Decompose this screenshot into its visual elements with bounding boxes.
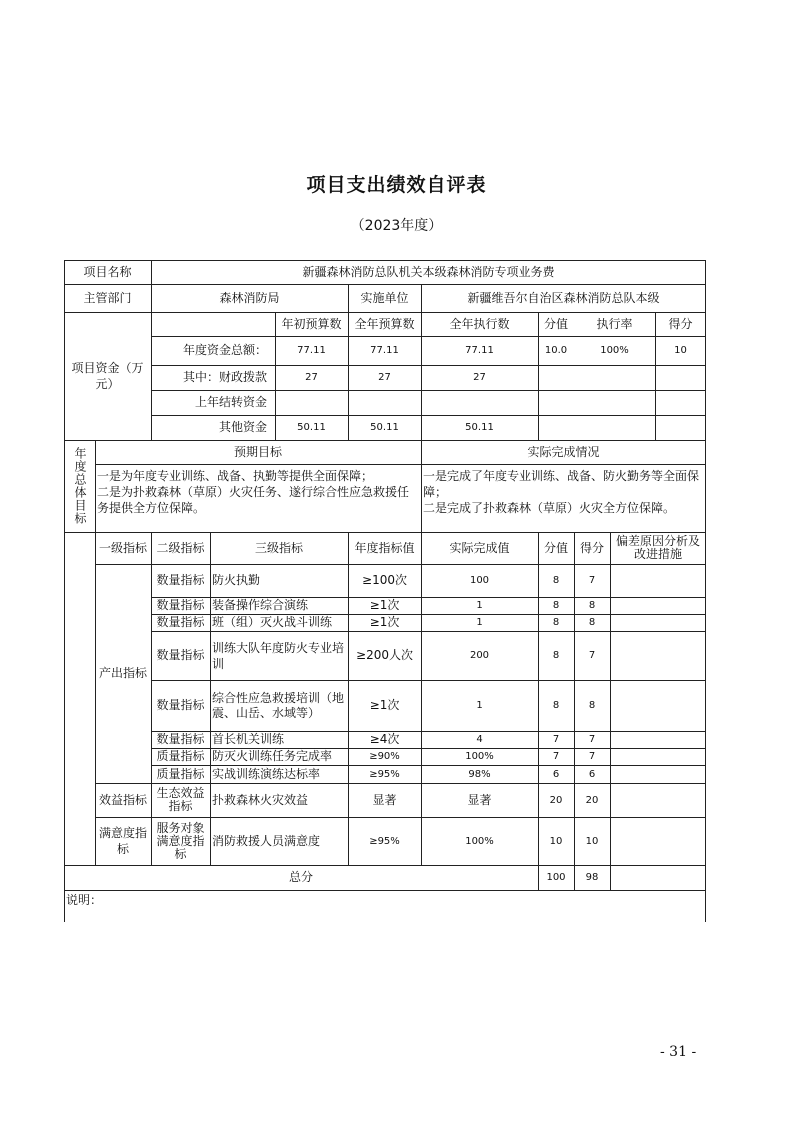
indicator-actual: 1 [476, 617, 483, 628]
implementing-unit-value: 新疆维吾尔自治区森林消防总队本级 [467, 290, 660, 305]
indicator-target: ≥4次 [369, 732, 400, 746]
indicator-weight: 8 [552, 700, 560, 711]
indicator-level3: 消防救援人员满意度 [212, 833, 321, 848]
implementing-unit-label: 实施单位 [360, 290, 409, 305]
indicator-weight: 8 [552, 617, 560, 628]
indicator-weight: 7 [552, 751, 560, 762]
funds-cell: 77.11 [297, 345, 326, 356]
indicator-score: 7 [588, 575, 596, 586]
actual-completion-text: 一是完成了年度专业训练、战备、防火勤务等全面保障； 二是完成了扑救森林（草原）火灾全方位保障。 [423, 469, 700, 515]
indicator-header: 实际完成值 [449, 540, 510, 555]
indicator-score: 8 [588, 700, 596, 711]
indicator-score: 7 [588, 650, 596, 661]
funds-cell: 50.11 [297, 422, 326, 433]
indicator-target: ≥200人次 [356, 648, 413, 662]
indicator-target: ≥100次 [362, 573, 407, 587]
funds-row-label: 其他资金 [218, 420, 267, 434]
funds-cell: 27 [378, 372, 391, 383]
annual-goals-label: 年度总体目标 [73, 447, 87, 525]
indicator-target: ≥95% [369, 835, 400, 847]
department-value: 森林消防局 [219, 290, 280, 305]
indicator-actual: 4 [476, 734, 483, 745]
indicator-actual: 1 [476, 700, 483, 711]
indicator-level2: 生态效益指标 [156, 786, 205, 813]
funds-row-label: 其中：财政拨款 [182, 370, 267, 384]
indicator-level2: 数量指标 [156, 648, 205, 662]
indicator-actual: 100 [469, 575, 490, 586]
indicator-level2: 数量指标 [156, 698, 205, 712]
project-name-label: 项目名称 [83, 264, 132, 279]
indicator-header: 偏差原因分析及改进措施 [615, 534, 700, 561]
indicator-target: ≥1次 [369, 598, 400, 612]
indicator-level2: 服务对象满意度指标 [156, 820, 205, 861]
indicator-score: 8 [588, 617, 596, 628]
indicator-score: 7 [588, 751, 596, 762]
indicator-actual: 200 [469, 650, 490, 661]
indicator-level2: 数量指标 [156, 732, 205, 746]
indicator-header: 得分 [579, 540, 604, 555]
page-title: 项目支出绩效自评表 [306, 174, 487, 196]
total-label: 总分 [288, 870, 313, 884]
indicator-header: 一级指标 [98, 540, 147, 555]
expected-goals-text: 一是为年度专业训练、战备、执勤等提供全面保障； 二是为扑救森林（草原）火灾任务、遂行综合性应急救援任务提供全方位保障。 [97, 469, 410, 515]
expected-goals-header: 预期目标 [233, 444, 282, 459]
indicator-actual: 98% [468, 768, 491, 780]
indicator-actual: 显著 [467, 792, 492, 807]
department-label: 主管部门 [83, 290, 132, 305]
funds-cell: 10 [674, 345, 687, 356]
indicator-score: 20 [585, 794, 599, 806]
indicator-level3: 防火执勤 [212, 573, 261, 587]
indicator-level3: 防灭火训练任务完成率 [212, 749, 333, 763]
funds-header: 得分 [668, 316, 693, 331]
funds-cell: 10.0 [544, 345, 568, 356]
level1-benefit-indicators: 效益指标 [98, 792, 147, 807]
indicator-level3: 综合性应急救援培训（地震、山岳、水域等） [212, 690, 345, 720]
total-weight: 100 [546, 872, 566, 883]
funds-cell: 77.11 [370, 345, 399, 356]
indicator-target: ≥90% [369, 751, 400, 762]
funds-cell: 77.11 [465, 345, 494, 356]
indicator-level2: 数量指标 [156, 573, 205, 587]
indicator-header: 年度指标值 [354, 540, 415, 555]
indicator-level3: 班（组）灭火战斗训练 [212, 615, 333, 629]
funds-cell: 50.11 [370, 422, 399, 433]
indicator-score: 8 [588, 600, 596, 611]
funds-cell: 27 [473, 372, 486, 383]
indicator-level3: 训练大队年度防火专业培训 [212, 640, 345, 671]
self-evaluation-table [64, 260, 706, 922]
indicator-score: 7 [588, 734, 596, 745]
indicator-level2: 数量指标 [156, 615, 205, 629]
indicator-weight: 20 [549, 794, 563, 806]
funds-label: 项目资金（万元） [71, 361, 144, 391]
indicator-header: 三级指标 [254, 540, 303, 555]
funds-row-label: 上年结转资金 [194, 395, 267, 409]
indicator-weight: 6 [552, 768, 560, 780]
indicator-level2: 质量指标 [156, 766, 205, 781]
indicator-weight: 8 [552, 650, 560, 661]
level1-output-indicators: 产出指标 [98, 666, 147, 680]
total-score: 98 [585, 872, 599, 883]
indicator-header: 二级指标 [156, 540, 205, 555]
indicator-level3: 装备操作综合演练 [212, 598, 309, 612]
indicator-target: ≥1次 [369, 698, 400, 712]
indicator-level3: 首长机关训练 [212, 732, 285, 746]
report-year: （2023年度） [350, 218, 443, 234]
project-name: 新疆森林消防总队机关本级森林消防专项业务费 [302, 264, 555, 279]
funds-header: 年初预算数 [281, 316, 342, 331]
funds-row-label: 年度资金总额： [182, 343, 267, 357]
funds-cell: 100% [600, 345, 629, 356]
indicator-actual: 1 [476, 600, 483, 611]
indicator-target: ≥1次 [369, 615, 400, 629]
page-number: - 31 - [660, 1044, 697, 1060]
notes-label: 说明： [66, 893, 103, 907]
indicator-score: 6 [588, 768, 596, 780]
funds-header: 全年执行数 [449, 316, 510, 331]
funds-header: 执行率 [596, 316, 633, 331]
funds-cell: 50.11 [465, 422, 494, 433]
indicator-weight: 10 [549, 835, 563, 847]
indicator-level3: 扑救森林火灾效益 [212, 792, 309, 807]
level1-satisfaction-indicators: 满意度指标 [99, 826, 148, 856]
funds-header: 全年预算数 [354, 316, 415, 331]
indicator-weight: 7 [552, 734, 560, 745]
indicator-target: 显著 [372, 792, 397, 807]
indicator-weight: 8 [552, 575, 560, 586]
funds-header: 分值 [543, 316, 568, 331]
indicator-score: 10 [585, 835, 599, 847]
indicator-level3: 实战训练演练达标率 [212, 766, 321, 781]
indicator-target: ≥95% [369, 768, 400, 780]
indicator-level2: 质量指标 [156, 749, 205, 763]
actual-completion-header: 实际完成情况 [527, 444, 600, 459]
indicator-actual: 100% [465, 835, 494, 847]
indicator-level2: 数量指标 [156, 598, 205, 612]
indicator-weight: 8 [552, 600, 560, 611]
funds-cell: 27 [305, 372, 318, 383]
indicator-actual: 100% [465, 751, 494, 762]
indicator-header: 分值 [543, 540, 568, 555]
